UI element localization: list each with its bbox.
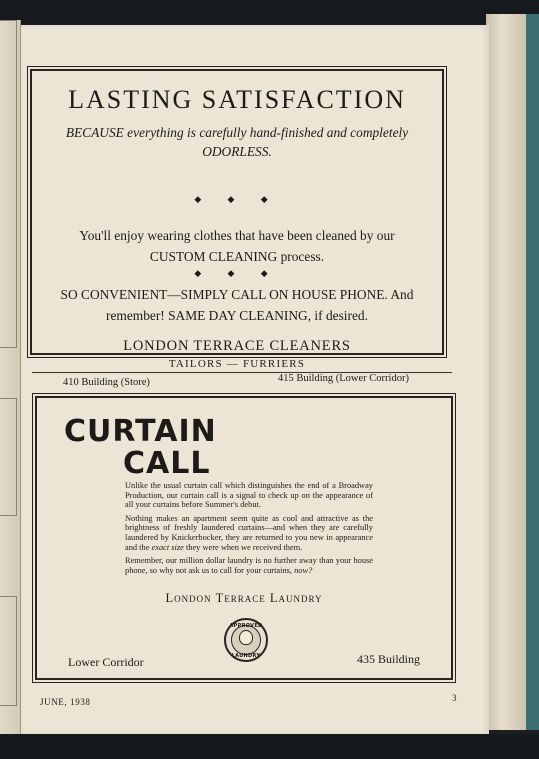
seal-portrait-icon bbox=[239, 630, 253, 645]
book-cover-edge bbox=[526, 14, 539, 730]
laundry-body-text-span: Nothing makes an apartment seem quite as cool and attractive as the brightness of freshly laundered curtains—and when they are carefully laundered by Knickerbocker, they are returned to you new in appearance and the bbox=[125, 513, 373, 552]
laundry-advertisement bbox=[35, 396, 453, 680]
laundry-body-text bbox=[125, 481, 373, 579]
cleaners-subline: BECAUSE everything is carefully hand-finished and completely ODORLESS. bbox=[65, 125, 409, 159]
adjacent-page-edge bbox=[0, 20, 21, 736]
cleaners-services: TAILORS — FURRIERS bbox=[168, 358, 306, 370]
laundry-location-building: 435 Building bbox=[357, 652, 421, 666]
approved-laundry-seal-icon bbox=[224, 618, 268, 662]
seal-text-top: APPROVED bbox=[229, 623, 263, 629]
cleaners-paragraph-custom-cleaning: You'll enjoy wearing clothes that have been cleaned by our CUSTOM CLEANING process. bbox=[79, 228, 395, 264]
cleaners-company-name: LONDON TERRACE CLEANERS bbox=[123, 338, 351, 354]
cleaners-location-corridor: 415 Building (Lower Corridor) bbox=[278, 373, 409, 384]
cleaners-advertisement bbox=[30, 69, 444, 388]
laundry-body-emphasis: now? bbox=[294, 565, 313, 575]
laundry-headline-curtain: CURTAIN bbox=[64, 414, 217, 449]
laundry-body-text-span: they were when we received them. bbox=[185, 542, 303, 552]
adjacent-page-block bbox=[0, 596, 17, 706]
laundry-body-paragraph-3 bbox=[125, 556, 373, 575]
laundry-headline-call: CALL bbox=[123, 446, 211, 481]
laundry-body-paragraph-1: Unlike the usual curtain call which distinguishes the end of a Broadway Production, our curtain call is a signal to check up on the appearance of all your curtains before Summer's debut. bbox=[125, 481, 373, 510]
section-divider-rule bbox=[32, 372, 452, 373]
laundry-body-paragraph-2 bbox=[125, 514, 373, 552]
scan-background-bottom bbox=[0, 734, 539, 759]
seal-text-bottom: LAUNDRY bbox=[231, 653, 261, 659]
issue-date: JUNE, 1938 bbox=[40, 697, 91, 707]
laundry-body-text-span: Remember, our million dollar laundry is no further away than your house phone, so why not ask us to call for your curtains, bbox=[125, 556, 373, 575]
cleaners-headline: LASTING SATISFACTION bbox=[68, 85, 406, 114]
magazine-page bbox=[21, 25, 489, 734]
diamond-divider: ◆ ◆ ◆ bbox=[194, 194, 280, 204]
adjacent-page-block bbox=[0, 398, 17, 516]
diamond-divider: ◆ ◆ ◆ bbox=[194, 268, 280, 278]
adjacent-page-block bbox=[0, 20, 17, 348]
scan-background-top bbox=[0, 0, 539, 26]
laundry-company-name: London Terrace Laundry bbox=[165, 591, 323, 605]
page-number: 3 bbox=[452, 693, 457, 703]
cleaners-paragraph-convenience: SO CONVENIENT—SIMPLY CALL ON HOUSE PHONE. And remember! SAME DAY CLEANING, if desired. bbox=[60, 287, 414, 323]
cleaners-location-store: 410 Building (Store) bbox=[63, 377, 150, 388]
laundry-body-emphasis: exact size bbox=[151, 542, 184, 552]
laundry-location-corridor: Lower Corridor bbox=[68, 655, 144, 669]
